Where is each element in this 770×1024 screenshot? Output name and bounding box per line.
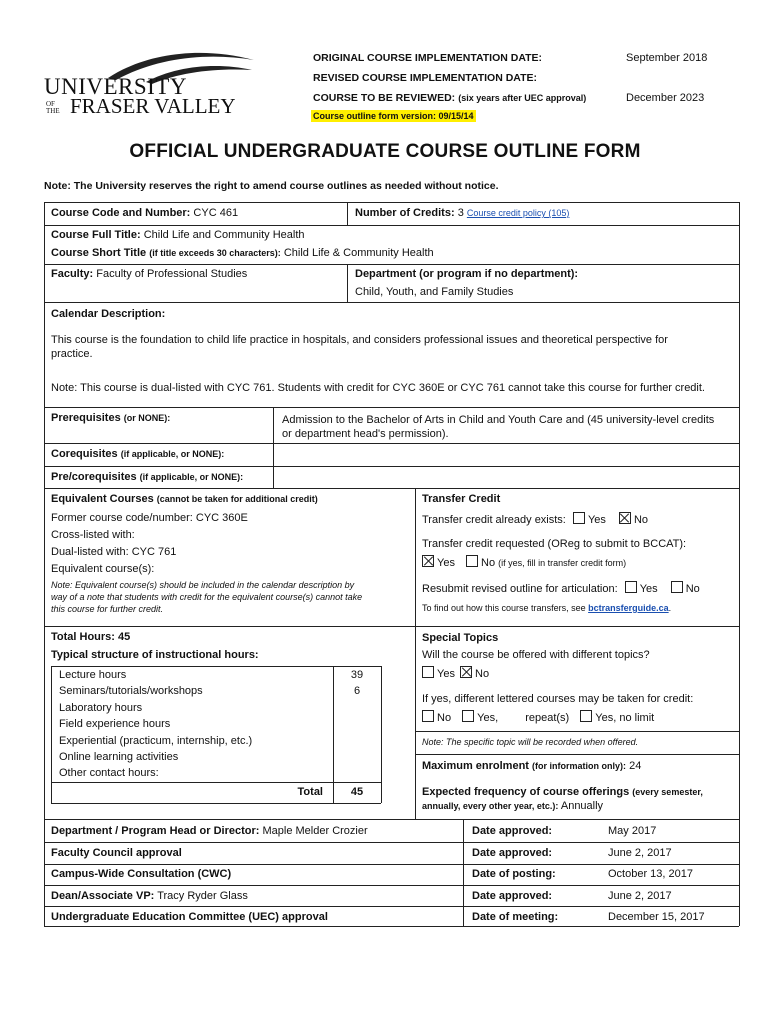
hours-row: Other contact hours:	[59, 767, 159, 779]
approval-date: June 2, 2017	[608, 847, 672, 859]
prereq-value1: Admission to the Bachelor of Arts in Child and Youth Care and (45 university-level credits	[282, 414, 715, 426]
frequency-line1: Expected frequency of course offerings (every semester,	[422, 786, 703, 798]
approval-date-label: Date approved:	[472, 825, 553, 837]
hours-row: Field experience hours	[59, 718, 171, 730]
approval-date: December 15, 2017	[608, 911, 705, 923]
approval-date: October 13, 2017	[608, 868, 694, 880]
hours-row: Online learning activities	[59, 751, 179, 763]
version-tag: Course outline form version: 09/15/14	[313, 111, 474, 121]
faculty: Faculty: Faculty of Professional Studies	[51, 268, 248, 280]
special-topics-options: Yes No	[418, 666, 489, 680]
amend-note: Note: The University reserves the right to amend course outlines as needed without notice.	[44, 180, 499, 192]
original-impl-value: September 2018	[626, 52, 708, 64]
short-title-value: Child Life & Community Health	[283, 247, 434, 259]
hours-row: Seminars/tutorials/workshops 6	[59, 685, 361, 697]
faculty-value: Faculty of Professional Studies	[96, 268, 248, 280]
full-title-value: Child Life and Community Health	[143, 229, 305, 241]
department-value: Child, Youth, and Family Studies	[355, 286, 514, 298]
approval-date-label: Date of meeting:	[472, 911, 559, 923]
structure-label: Typical structure of instructional hours:	[51, 649, 259, 661]
special-topics-label: Special Topics	[422, 632, 499, 644]
precoreq-label: Pre/corequisites (if applicable, or NONE):	[51, 471, 244, 483]
calendar-label: Calendar Description:	[51, 308, 166, 320]
calendar-text: This course is the foundation to child life practice in hospitals, and considers professional issues and theoretical perspective for	[51, 334, 668, 346]
review-line	[313, 92, 586, 104]
approval-date: May 2017	[608, 825, 657, 837]
special-topic-note: Note: The specific topic will be recorded when offered.	[422, 737, 639, 747]
calendar-text-cont: practice.	[51, 348, 93, 360]
approval-date-label: Date approved:	[472, 890, 553, 902]
equivalent-courses: Equivalent course(s):	[51, 563, 155, 575]
lettered-options: No Yes, repeat(s) Yes, no limit	[418, 710, 654, 724]
cross-listed: Cross-listed with:	[51, 529, 135, 541]
transfer-exists: Transfer credit already exists: Yes No	[422, 514, 649, 526]
hours-table	[51, 666, 381, 804]
special-yes-checkbox[interactable]	[422, 666, 434, 678]
approval-row-cwc: Campus-Wide Consultation (CWC)	[51, 868, 232, 880]
prereq-label: Prerequisites (or NONE):	[51, 412, 171, 424]
approval-row-dean: Dean/Associate VP: Tracy Ryder Glass	[51, 890, 248, 902]
lettered-yes-checkbox[interactable]	[462, 710, 474, 722]
hours-row: Experiential (practicum, internship, etc.)	[59, 735, 253, 747]
logo-prefix: OF THE	[46, 100, 60, 115]
course-code-value: CYC 461	[193, 207, 239, 219]
total-hours-value: 45	[118, 631, 131, 643]
department-label: Department (or program if no department):	[355, 268, 579, 280]
transfer-exists-no-checkbox[interactable]	[619, 512, 631, 524]
equivalent-note-1: Note: Equivalent course(s) should be included in the calendar description by	[51, 580, 355, 590]
resubmit-yes-checkbox[interactable]	[625, 581, 637, 593]
lettered-label: If yes, different lettered courses may be taken for credit:	[422, 693, 694, 705]
equivalent-note-2: way of a note that students with credit for the equivalent course(s) cannot take	[51, 592, 363, 602]
former-course: Former course code/number: CYC 360E	[51, 512, 248, 524]
transfer-requested-label: Transfer credit requested (OReg to submit to BCCAT):	[422, 538, 687, 550]
form-title: OFFICIAL UNDERGRADUATE COURSE OUTLINE FORM	[129, 141, 641, 162]
special-no-checkbox[interactable]	[460, 666, 472, 678]
review-value: December 2023	[626, 92, 705, 104]
review-label: COURSE TO BE REVIEWED:	[313, 92, 456, 104]
transfer-guide: To find out how this course transfers, see bctransferguide.ca.	[422, 603, 672, 613]
logo-line1: UNIVERSITY	[44, 74, 187, 99]
university-logo	[44, 48, 254, 120]
review-note: (six years after UEC approval)	[458, 93, 587, 103]
approval-date-label: Date approved:	[472, 847, 553, 859]
bctransferguide-link[interactable]: bctransferguide.ca	[588, 603, 669, 613]
logo-line2: FRASER VALLEY	[70, 94, 236, 118]
credit-policy-link[interactable]: Course credit policy (105)	[466, 208, 570, 218]
equivalent-note-3: this course for further credit.	[51, 604, 164, 614]
revised-impl-label: REVISED COURSE IMPLEMENTATION DATE:	[313, 72, 538, 84]
transfer-requested-options: Yes No (if yes, fill in transfer credit form)	[418, 555, 626, 569]
hours-total-value: 45	[350, 786, 364, 798]
hours-total-label: Total	[297, 786, 323, 798]
approval-row-faculty: Faculty Council approval	[51, 847, 182, 859]
calendar-dual-note: Note: This course is dual-listed with CYC 761. Students with credit for CYC 360E or CYC 761 cannot take this course for further credit.	[51, 382, 705, 394]
dual-listed: Dual-listed with: CYC 761	[51, 546, 177, 558]
credits: Number of Credits: 3 Course credit policy (105)	[355, 207, 570, 219]
hours-row: Laboratory hours	[59, 702, 143, 714]
total-hours: Total Hours: 45	[51, 631, 131, 643]
transfer-exists-yes-checkbox[interactable]	[573, 512, 585, 524]
hours-row: Lecture hours 39	[59, 669, 364, 681]
full-title: Course Full Title: Child Life and Community Health	[51, 229, 305, 241]
resubmit: Resubmit revised outline for articulation: Yes No	[422, 583, 700, 595]
course-code: Course Code and Number: CYC 461	[51, 207, 239, 219]
frequency-value: Annually	[560, 800, 604, 812]
transfer-requested-no-checkbox[interactable]	[466, 555, 478, 567]
prereq-value2: or department head's permission).	[282, 428, 449, 440]
max-enrolment: Maximum enrolment (for information only): 24	[422, 760, 642, 772]
lettered-nolimit-checkbox[interactable]	[580, 710, 592, 722]
approval-date: June 2, 2017	[608, 890, 672, 902]
resubmit-no-checkbox[interactable]	[671, 581, 683, 593]
version-tag-wrap	[311, 110, 476, 122]
approval-date-label: Date of posting:	[472, 868, 556, 880]
equivalent-label: Equivalent Courses (cannot be taken for additional credit)	[51, 493, 318, 505]
original-impl-label: ORIGINAL COURSE IMPLEMENTATION DATE:	[313, 52, 543, 64]
approval-row-uec: Undergraduate Education Committee (UEC) approval	[51, 911, 328, 923]
credits-value: 3	[457, 207, 464, 219]
special-topics-question: Will the course be offered with different topics?	[422, 649, 650, 661]
frequency-line2: annually, every other year, etc.): Annually	[422, 800, 604, 812]
lettered-no-checkbox[interactable]	[422, 710, 434, 722]
short-title: Course Short Title (if title exceeds 30 characters): Child Life & Community Health	[51, 247, 434, 259]
transfer-requested-yes-checkbox[interactable]	[422, 555, 434, 567]
transfer-label: Transfer Credit	[422, 493, 501, 505]
coreq-label: Corequisites (if applicable, or NONE):	[51, 448, 225, 460]
approval-row-dept: Department / Program Head or Director: Maple Melder Crozier	[51, 825, 368, 837]
max-enrolment-value: 24	[629, 760, 642, 772]
